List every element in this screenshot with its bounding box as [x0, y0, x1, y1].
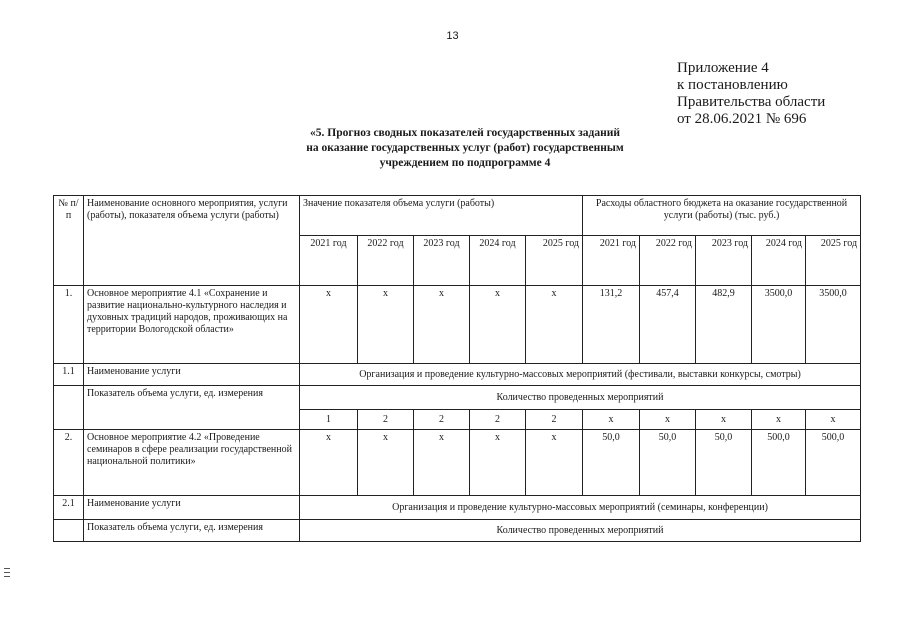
expense-cell: 482,9 [696, 286, 752, 364]
scan-edge-mark [4, 576, 10, 577]
appendix-line: от 28.06.2021 № 696 [677, 111, 807, 127]
header-row [54, 196, 861, 236]
value-year: 2024 год [470, 236, 526, 286]
table-row [54, 286, 861, 364]
row-num: 1. [54, 286, 84, 364]
expense-cell: 500,0 [806, 430, 861, 496]
expense-cell: 3500,0 [806, 286, 861, 364]
expense-cell: 50,0 [696, 430, 752, 496]
header-values-group: Значение показателя объема услуги (работы) [300, 196, 583, 236]
value-year: 2022 год [358, 236, 414, 286]
value-year: 2025 год [526, 236, 583, 286]
value-cell: 2 [414, 410, 470, 430]
value-cell: x [470, 430, 526, 496]
expense-cell: x [696, 410, 752, 430]
event-name: Основное мероприятие 4.1 «Сохранение и развитие национально-культурного наследия и духовных традиций народов, проживающих на территории Вологодской области» [84, 286, 300, 364]
expense-cell: 50,0 [583, 430, 640, 496]
value-cell: x [300, 286, 358, 364]
expense-cell: 131,2 [583, 286, 640, 364]
page-number: 13 [446, 30, 459, 42]
document-title [270, 126, 660, 171]
value-cell: 1 [300, 410, 358, 430]
expense-cell: 500,0 [752, 430, 806, 496]
appendix-block [677, 60, 825, 128]
expense-cell: x [752, 410, 806, 430]
value-cell: x [414, 430, 470, 496]
scan-edge-mark [4, 572, 10, 573]
title-line: учреждением по подпрограмме 4 [379, 157, 551, 169]
expense-cell: x [806, 410, 861, 430]
value-cell: x [358, 286, 414, 364]
table-row [54, 496, 861, 520]
expense-cell: 457,4 [640, 286, 696, 364]
value-cell: 2 [358, 410, 414, 430]
table-row [54, 386, 861, 410]
service-text: Организация и проведение культурно-массовых мероприятий (семинары, конференции) [300, 496, 861, 520]
row-num: 1.1 [54, 364, 84, 386]
indicator-text: Количество проведенных мероприятий [300, 386, 861, 410]
table-row [54, 364, 861, 386]
title-line: на оказание государственных услуг (работ) государственным [306, 142, 624, 154]
value-cell: x [358, 430, 414, 496]
value-cell: x [526, 286, 583, 364]
forecast-table [53, 195, 861, 542]
value-cell: 2 [526, 410, 583, 430]
expense-year: 2023 год [696, 236, 752, 286]
service-text: Организация и проведение культурно-массовых мероприятий (фестивали, выставки конкурсы, смотры) [300, 364, 861, 386]
row-num: 2.1 [54, 496, 84, 520]
appendix-line: Приложение 4 [677, 60, 769, 76]
row-num-empty [54, 386, 84, 430]
value-cell: x [414, 286, 470, 364]
value-cell: 2 [470, 410, 526, 430]
event-name: Основное мероприятие 4.2 «Проведение семинаров в сфере реализации государственной национальной политики» [84, 430, 300, 496]
title-line: «5. Прогноз сводных показателей государственных заданий [310, 127, 620, 139]
value-cell: x [470, 286, 526, 364]
appendix-line: Правительства области [677, 94, 826, 110]
value-year: 2023 год [414, 236, 470, 286]
indicator-label: Показатель объема услуги, ед. измерения [84, 520, 300, 542]
expense-cell: x [640, 410, 696, 430]
value-year: 2021 год [300, 236, 358, 286]
expense-year: 2022 год [640, 236, 696, 286]
indicator-label: Показатель объема услуги, ед. измерения [84, 386, 300, 430]
table-row [54, 430, 861, 496]
header-num: № п/п [54, 196, 84, 286]
value-cell: x [300, 430, 358, 496]
expense-year: 2024 год [752, 236, 806, 286]
row-num: 2. [54, 430, 84, 496]
value-cell: x [526, 430, 583, 496]
appendix-line: к постановлению [677, 77, 788, 93]
expense-cell: 50,0 [640, 430, 696, 496]
service-label: Наименование услуги [84, 496, 300, 520]
header-expenses-group: Расходы областного бюджета на оказание государственной услуги (работы) (тыс. руб.) [583, 196, 861, 236]
row-num-empty [54, 520, 84, 542]
indicator-text: Количество проведенных мероприятий [300, 520, 861, 542]
expense-cell: x [583, 410, 640, 430]
expense-year: 2021 год [583, 236, 640, 286]
service-label: Наименование услуги [84, 364, 300, 386]
table-row [54, 520, 861, 542]
scan-edge-mark [4, 568, 10, 569]
header-name: Наименование основного мероприятия, услуги (работы), показателя объема услуги (работы) [84, 196, 300, 286]
expense-cell: 3500,0 [752, 286, 806, 364]
expense-year: 2025 год [806, 236, 861, 286]
